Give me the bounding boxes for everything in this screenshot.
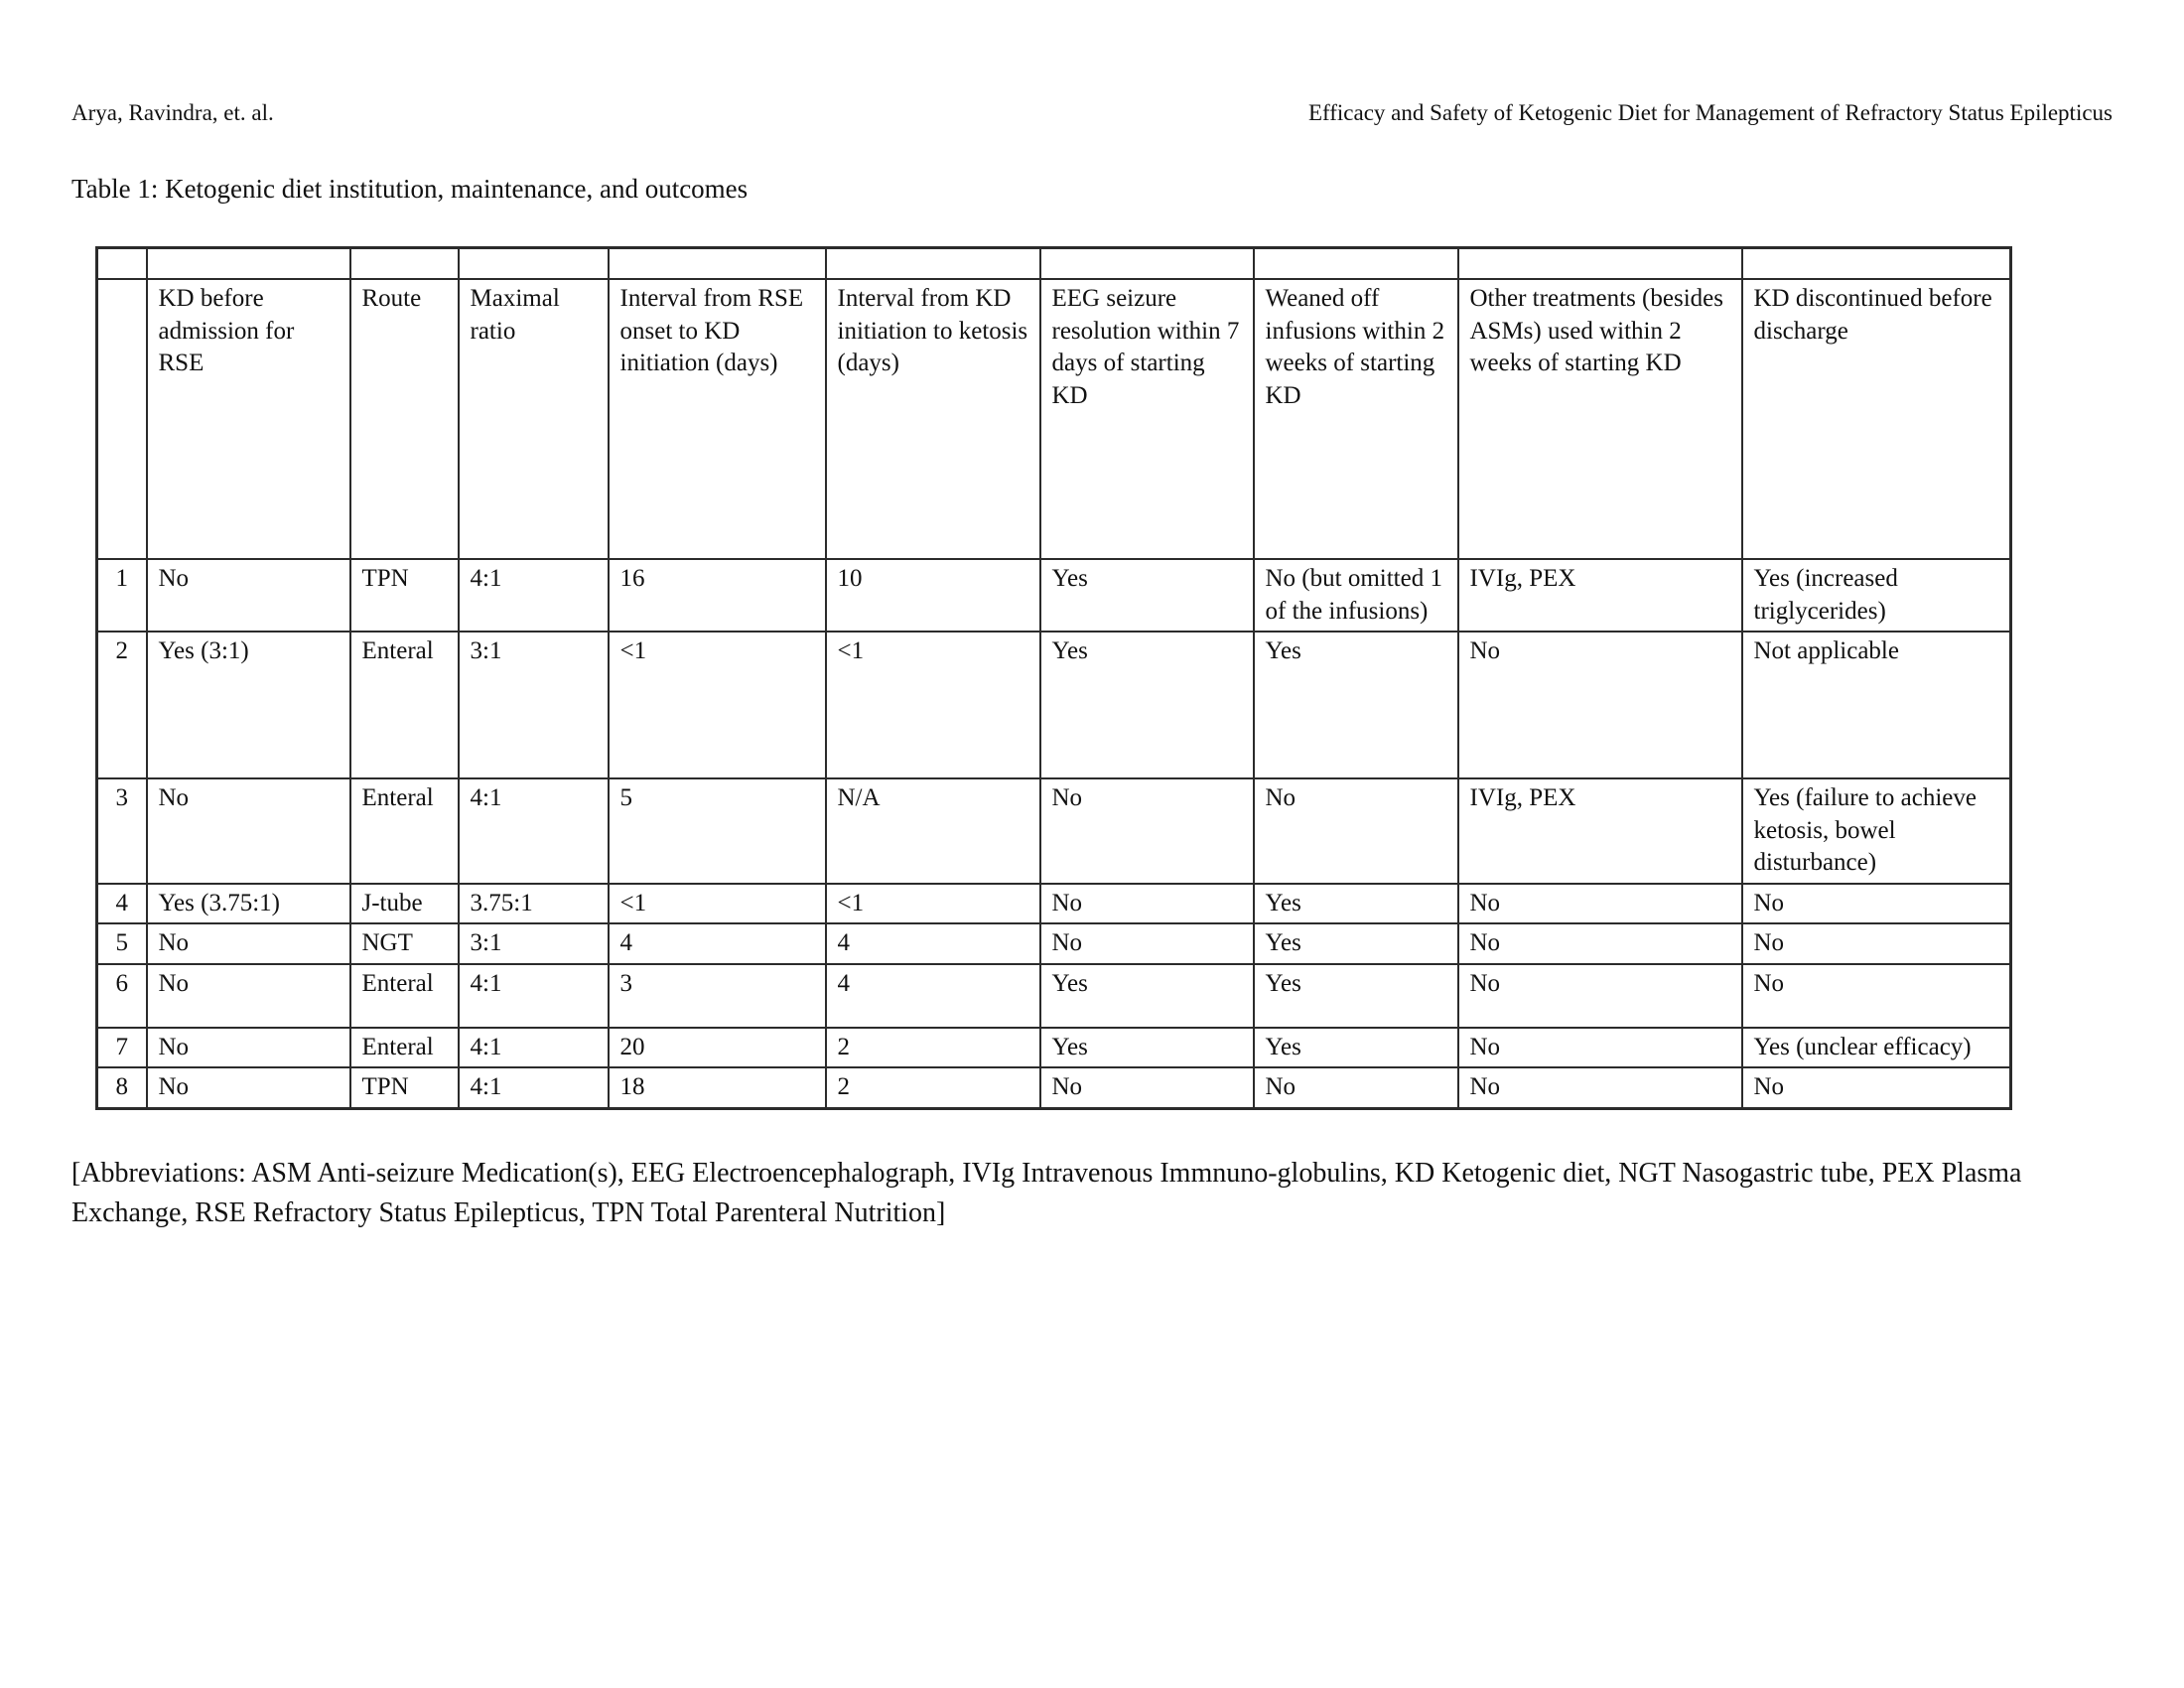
row-number-cell: 8 — [97, 1067, 147, 1108]
row-number-cell: 3 — [97, 778, 147, 884]
maximal-ratio-cell: 4:1 — [459, 964, 609, 1028]
weaned-infusions-cell: Yes — [1254, 632, 1458, 778]
column-header-kd-before-admission: KD before admission for RSE — [147, 279, 350, 559]
route-cell: NGT — [350, 923, 459, 964]
column-header-route: Route — [350, 279, 459, 559]
column-header-index — [97, 279, 147, 559]
table-row — [97, 923, 2011, 964]
kd-discontinued-cell: Yes (failure to achieve ketosis, bowel disturbance) — [1742, 778, 2011, 884]
interval-rse-onset-cell: 20 — [609, 1028, 826, 1068]
route-cell: TPN — [350, 1067, 459, 1108]
kd-discontinued-cell: Not applicable — [1742, 632, 2011, 778]
column-header-interval-rse-onset: Interval from RSE onset to KD initiation (days) — [609, 279, 826, 559]
maximal-ratio-cell: 4:1 — [459, 778, 609, 884]
abbreviations-footnote: [Abbreviations: ASM Anti-seizure Medication(s), EEG Electroencephalograph, IVIg Intravenous Immnuno-globulins, KD Ketogenic diet, NGT Nasogastric tube, PEX Plasma Exchange, RSE Refractory Status Epilepticus, TPN Total Parenteral Nutrition] — [71, 1157, 2022, 1228]
ketogenic-diet-table — [95, 246, 2012, 1110]
other-treatments-cell: No — [1458, 1067, 1742, 1108]
interval-ketosis-cell: <1 — [826, 884, 1040, 924]
interval-ketosis-cell: 2 — [826, 1028, 1040, 1068]
column-header-interval-ketosis: Interval from KD initiation to ketosis (days) — [826, 279, 1040, 559]
maximal-ratio-cell: 3.75:1 — [459, 884, 609, 924]
kd-discontinued-cell: No — [1742, 1067, 2011, 1108]
maximal-ratio-cell: 4:1 — [459, 559, 609, 632]
maximal-ratio-cell: 3:1 — [459, 632, 609, 778]
weaned-infusions-cell: No — [1254, 1067, 1458, 1108]
other-treatments-cell: IVIg, PEX — [1458, 559, 1742, 632]
weaned-infusions-cell: Yes — [1254, 964, 1458, 1028]
running-title: Efficacy and Safety of Ketogenic Diet for Management of Refractory Status Epilepticus — [1307, 100, 2113, 125]
interval-rse-onset-cell: <1 — [609, 632, 826, 778]
interval-rse-onset-cell: 16 — [609, 559, 826, 632]
route-cell: J-tube — [350, 884, 459, 924]
table-row — [97, 1028, 2011, 1068]
table-row — [97, 559, 2011, 632]
table-row — [97, 964, 2011, 1028]
interval-rse-onset-cell: <1 — [609, 884, 826, 924]
table-row — [97, 778, 2011, 884]
kd-discontinued-cell: No — [1742, 923, 2011, 964]
kd-before-admission-cell: No — [147, 1067, 350, 1108]
maximal-ratio-cell: 4:1 — [459, 1067, 609, 1108]
table-title: Table 1: Ketogenic diet institution, maintenance, and outcomes — [71, 173, 749, 204]
kd-discontinued-cell: Yes (unclear efficacy) — [1742, 1028, 2011, 1068]
header-row — [97, 279, 2011, 559]
interval-ketosis-cell: 10 — [826, 559, 1040, 632]
other-treatments-cell: No — [1458, 1028, 1742, 1068]
interval-rse-onset-cell: 18 — [609, 1067, 826, 1108]
table-body — [97, 247, 2011, 1108]
kd-before-admission-cell: Yes (3.75:1) — [147, 884, 350, 924]
eeg-resolution-cell: No — [1040, 778, 1254, 884]
other-treatments-cell: No — [1458, 923, 1742, 964]
row-number-cell: 6 — [97, 964, 147, 1028]
kd-before-admission-cell: No — [147, 559, 350, 632]
weaned-infusions-cell: Yes — [1254, 884, 1458, 924]
row-number-cell: 5 — [97, 923, 147, 964]
kd-before-admission-cell: No — [147, 964, 350, 1028]
weaned-infusions-cell: No (but omitted 1 of the infusions) — [1254, 559, 1458, 632]
interval-ketosis-cell: 4 — [826, 964, 1040, 1028]
maximal-ratio-cell: 4:1 — [459, 1028, 609, 1068]
eeg-resolution-cell: No — [1040, 884, 1254, 924]
table-row — [97, 632, 2011, 778]
column-header-eeg-resolution: EEG seizure resolution within 7 days of starting KD — [1040, 279, 1254, 559]
route-cell: Enteral — [350, 964, 459, 1028]
interval-rse-onset-cell: 3 — [609, 964, 826, 1028]
kd-discontinued-cell: No — [1742, 964, 2011, 1028]
route-cell: Enteral — [350, 1028, 459, 1068]
eeg-resolution-cell: Yes — [1040, 1028, 1254, 1068]
interval-rse-onset-cell: 4 — [609, 923, 826, 964]
column-header-maximal-ratio: Maximal ratio — [459, 279, 609, 559]
row-number-cell: 4 — [97, 884, 147, 924]
other-treatments-cell: IVIg, PEX — [1458, 778, 1742, 884]
weaned-infusions-cell: Yes — [1254, 1028, 1458, 1068]
row-number-cell: 2 — [97, 632, 147, 778]
route-cell: Enteral — [350, 632, 459, 778]
eeg-resolution-cell: No — [1040, 1067, 1254, 1108]
interval-ketosis-cell: 2 — [826, 1067, 1040, 1108]
column-header-kd-discontinued: KD discontinued before discharge — [1742, 279, 2011, 559]
page-header — [0, 0, 2184, 127]
running-author: Arya, Ravindra, et. al. — [71, 100, 274, 125]
interval-ketosis-cell: N/A — [826, 778, 1040, 884]
spacer-row — [97, 247, 2011, 279]
weaned-infusions-cell: No — [1254, 778, 1458, 884]
other-treatments-cell: No — [1458, 632, 1742, 778]
kd-before-admission-cell: No — [147, 1028, 350, 1068]
interval-rse-onset-cell: 5 — [609, 778, 826, 884]
other-treatments-cell: No — [1458, 884, 1742, 924]
kd-before-admission-cell: No — [147, 923, 350, 964]
kd-discontinued-cell: Yes (increased triglycerides) — [1742, 559, 2011, 632]
interval-ketosis-cell: 4 — [826, 923, 1040, 964]
route-cell: Enteral — [350, 778, 459, 884]
column-header-weaned-infusions: Weaned off infusions within 2 weeks of starting KD — [1254, 279, 1458, 559]
other-treatments-cell: No — [1458, 964, 1742, 1028]
kd-discontinued-cell: No — [1742, 884, 2011, 924]
interval-ketosis-cell: <1 — [826, 632, 1040, 778]
eeg-resolution-cell: Yes — [1040, 964, 1254, 1028]
eeg-resolution-cell: Yes — [1040, 632, 1254, 778]
kd-before-admission-cell: Yes (3:1) — [147, 632, 350, 778]
maximal-ratio-cell: 3:1 — [459, 923, 609, 964]
route-cell: TPN — [350, 559, 459, 632]
table-row — [97, 884, 2011, 924]
table-row — [97, 1067, 2011, 1108]
weaned-infusions-cell: Yes — [1254, 923, 1458, 964]
kd-before-admission-cell: No — [147, 778, 350, 884]
row-number-cell: 7 — [97, 1028, 147, 1068]
eeg-resolution-cell: Yes — [1040, 559, 1254, 632]
row-number-cell: 1 — [97, 559, 147, 632]
column-header-other-treatments: Other treatments (besides ASMs) used within 2 weeks of starting KD — [1458, 279, 1742, 559]
eeg-resolution-cell: No — [1040, 923, 1254, 964]
